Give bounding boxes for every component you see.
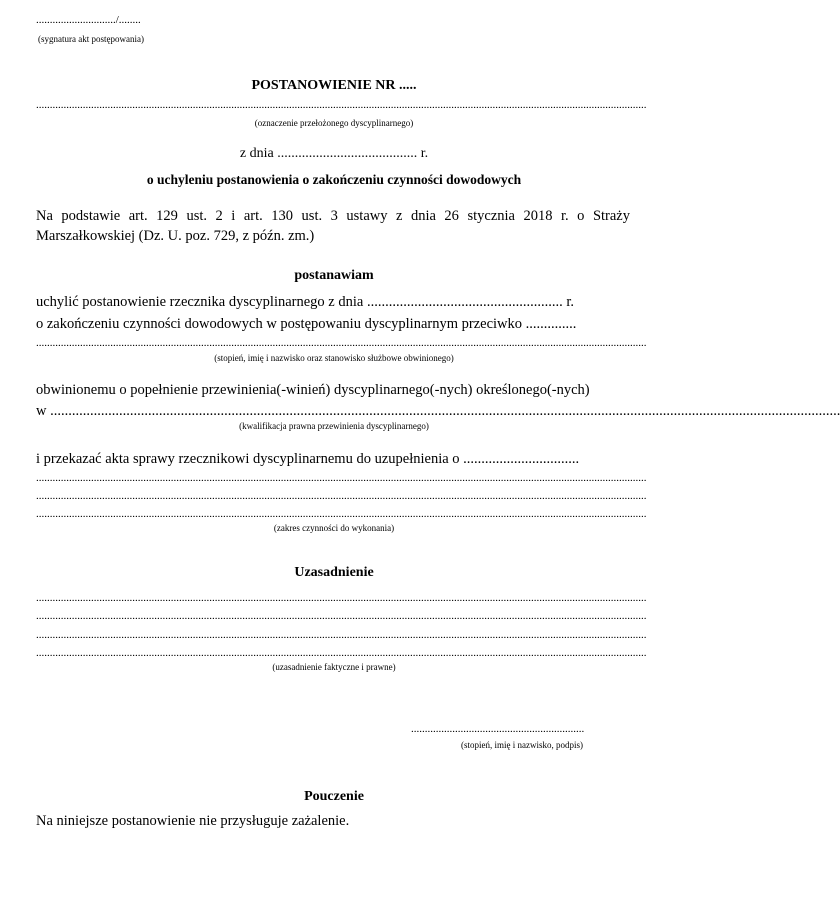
instruction-heading: Pouczenie: [304, 789, 364, 804]
decision-line-1[interactable]: uchylić postanowienie rzecznika dyscyplinarnego z dnia ...................................................... r.: [36, 294, 574, 310]
signature-caption: (stopień, imię i nazwisko, podpis): [461, 740, 583, 750]
offence-caption: (kwalifikacja prawna przewinienia dyscyplinarnego): [239, 421, 429, 431]
decision-heading: postanawiam: [294, 268, 374, 283]
legal-basis-line-1: Na podstawie art. 129 ust. 2 i art. 130 ust. 3 ustawy z dnia 26 stycznia 2018 r. o Straży: [36, 208, 630, 224]
superior-caption: (oznaczenie przełożonego dyscyplinarnego): [254, 118, 414, 128]
justification-line-4[interactable]: ..............................................................................................................................................................................................................................: [36, 647, 647, 659]
justification-line-3[interactable]: ..............................................................................................................................................................................................................................: [36, 629, 647, 641]
decision-line-6[interactable]: i przekazać akta sprawy rzecznikowi dyscyplinarnemu do uzupełnienia o ................................: [36, 451, 580, 467]
case-signature-caption: (sygnatura akt postępowania): [38, 34, 144, 44]
case-signature-line[interactable]: ............................./........: [36, 14, 141, 26]
subject-heading: o uchyleniu postanowienia o zakończeniu czynności dowodowych: [146, 172, 522, 187]
scope-line-1[interactable]: ..............................................................................................................................................................................................................................: [36, 472, 647, 484]
instruction-text: Na niniejsze postanowienie nie przysługuje zażalenie.: [36, 813, 350, 829]
decision-line-2[interactable]: o zakończeniu czynności dowodowych w postępowaniu dyscyplinarnym przeciwko ..............: [36, 316, 577, 332]
page-title: POSTANOWIENIE NR .....: [251, 78, 417, 93]
justification-caption: (uzasadnienie faktyczne i prawne): [272, 662, 396, 672]
accused-caption: (stopień, imię i nazwisko oraz stanowisko służbowe obwinionego): [214, 353, 454, 363]
justification-line-2[interactable]: ..............................................................................................................................................................................................................................: [36, 610, 647, 622]
scope-caption: (zakres czynności do wykonania): [273, 523, 395, 533]
date-line[interactable]: z dnia ........................................ r.: [239, 146, 429, 161]
offence-line[interactable]: w ..........................................................................................................................................................................................................................: [36, 403, 840, 419]
scope-line-3[interactable]: ..............................................................................................................................................................................................................................: [36, 508, 647, 520]
justification-line-1[interactable]: ..............................................................................................................................................................................................................................: [36, 592, 647, 604]
legal-basis-line-2: Marszałkowskiej (Dz. U. poz. 729, z późn. zm.): [36, 228, 315, 244]
decision-line-4: obwinionemu o popełnienie przewinienia(-winień) dyscyplinarnego(-nych) określonego(-nych): [36, 382, 590, 398]
superior-line[interactable]: ..............................................................................................................................................................................................................................: [36, 99, 647, 111]
justification-heading: Uzasadnienie: [294, 565, 374, 580]
scope-line-2[interactable]: ..............................................................................................................................................................................................................................: [36, 490, 647, 502]
accused-line[interactable]: ..............................................................................................................................................................................................................................: [36, 337, 647, 349]
signature-line[interactable]: ...............................................................: [411, 723, 585, 735]
